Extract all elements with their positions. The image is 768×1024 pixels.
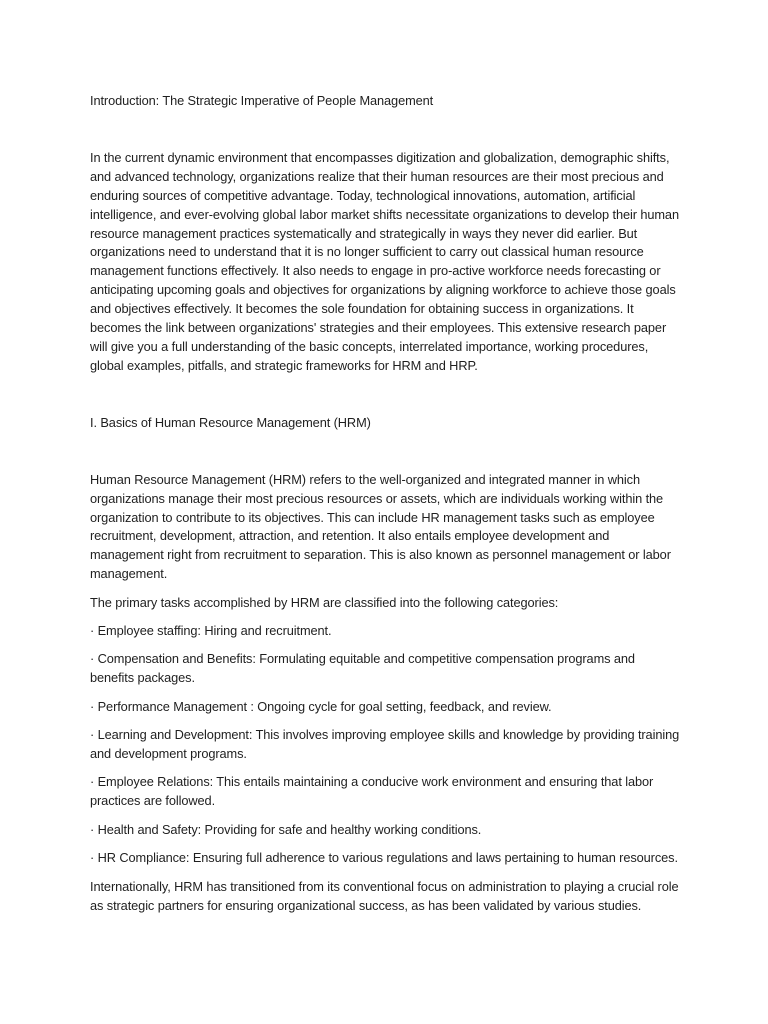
hrm-tasks-intro: The primary tasks accomplished by HRM are classified into the following categories: — [90, 594, 559, 610]
hrm-tasks-list — [90, 622, 682, 868]
intro-heading: Introduction: The Strategic Imperative of People Management — [90, 93, 434, 108]
hrm-closing-paragraph: Internationally, HRM has transitioned from its conventional focus on administration to playing a crucial role as strategic partners for ensuring organizational success, as has been validated by various studies. — [90, 878, 679, 913]
list-item: · Employee staffing: Hiring and recruitment. — [90, 623, 332, 639]
list-item: · HR Compliance: Ensuring full adherence to various regulations and laws pertaining to human resources. — [90, 850, 678, 866]
document-page — [90, 92, 682, 925]
section-hrm-heading: I. Basics of Human Resource Management (HRM) — [90, 414, 371, 430]
list-item: · Learning and Development: This involves improving employee skills and knowledge by providing training and development programs. — [90, 727, 680, 762]
list-item: · Employee Relations: This entails maintaining a conducive work environment and ensuring that labor practices are followed. — [90, 774, 654, 809]
list-item: · Health and Safety: Providing for safe and healthy working conditions. — [90, 821, 482, 837]
list-item: · Performance Management : Ongoing cycle for goal setting, feedback, and review. — [90, 698, 552, 714]
list-item: · Compensation and Benefits: Formulating equitable and competitive compensation programs and benefits packages. — [90, 651, 635, 686]
hrm-definition-paragraph: Human Resource Management (HRM) refers to the well-organized and integrated manner in which organizations manage their most precious resources or assets, which are individuals working within the organization to contribute to its objectives. This can include HR management tasks such as employee recruitment, development, attraction, and retention. It also entails employee development and management right from recruitment to separation. This is also known as personnel management or labor management. — [90, 471, 671, 582]
intro-paragraph: In the current dynamic environment that encompasses digitization and globalization, demographic shifts, and advanced technology, organizations realize that their human resources are their most precious and enduring sources of competitive advantage. Today, technological innovations, automation, artificial intelligence, and ever-evolving global labor market shifts necessitate organizations to develop their human resource management practices systematically and strategically in ways they never did earlier. But organizations need to understand that it is no longer sufficient to carry out classical human resource management functions effectively. It also needs to engage in pro-active workforce needs forecasting or anticipating upcoming goals and objectives for organizations by aligning workforce to achieve those goals and objectives effectively. It becomes the sole foundation for obtaining success in organizations. It becomes the link between organizations' strategies and their employees. This extensive research paper will give you a full understanding of the basic concepts, interrelated importance, working procedures, global examples, pitfalls, and strategic frameworks for HRM and HRP. — [90, 149, 679, 373]
